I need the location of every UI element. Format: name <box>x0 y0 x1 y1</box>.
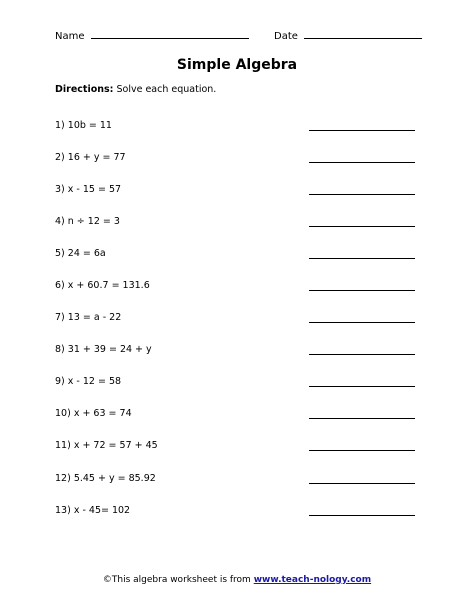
problem-text: 8) 31 + 39 = 24 + y <box>55 344 152 355</box>
problem-text: 4) n ÷ 12 = 3 <box>55 216 120 227</box>
answer-line[interactable] <box>309 290 415 291</box>
date-blank-line[interactable] <box>304 28 422 39</box>
answer-line[interactable] <box>309 515 415 516</box>
footer-link[interactable]: www.teach-nology.com <box>253 575 372 585</box>
problem-item <box>55 473 420 487</box>
problem-text: 7) 13 = a - 22 <box>55 312 122 323</box>
worksheet-title: Simple Algebra <box>176 57 298 73</box>
answer-line[interactable] <box>309 418 415 419</box>
problem-item <box>55 344 420 358</box>
problem-text: 1) 10b = 11 <box>55 120 112 131</box>
answer-line[interactable] <box>309 450 415 451</box>
problem-text: 11) x + 72 = 57 + 45 <box>55 440 158 451</box>
directions-text: Solve each equation. <box>116 84 217 95</box>
problem-text: 9) x - 12 = 58 <box>55 376 122 387</box>
problem-text: 3) x - 15 = 57 <box>55 184 122 195</box>
date-label: Date <box>274 31 298 42</box>
answer-line[interactable] <box>309 194 415 195</box>
footer-text: ©This algebra worksheet is from <box>102 575 254 585</box>
problem-item <box>55 505 420 519</box>
problem-item <box>55 440 420 454</box>
problem-text: 6) x + 60.7 = 131.6 <box>55 280 150 291</box>
problem-item <box>55 408 420 422</box>
answer-line[interactable] <box>309 162 415 163</box>
problem-item <box>55 280 420 294</box>
directions-label: Directions: <box>55 84 114 95</box>
answer-line[interactable] <box>309 226 415 227</box>
footer-credit <box>0 574 474 586</box>
problem-item <box>55 312 420 326</box>
answer-line[interactable] <box>309 483 415 484</box>
answer-line[interactable] <box>309 258 415 259</box>
problem-item <box>55 216 420 230</box>
problem-item <box>55 120 420 134</box>
problem-text: 13) x - 45= 102 <box>55 505 131 516</box>
problem-text: 10) x + 63 = 74 <box>55 408 132 419</box>
answer-line[interactable] <box>309 386 415 387</box>
problem-item <box>55 152 420 166</box>
name-field <box>55 28 249 43</box>
problem-text: 5) 24 = 6a <box>55 248 106 259</box>
problem-item <box>55 248 420 262</box>
name-blank-line[interactable] <box>91 28 249 39</box>
date-field <box>274 28 422 43</box>
problem-item <box>55 376 420 390</box>
problem-text: 2) 16 + y = 77 <box>55 152 126 163</box>
name-label: Name <box>55 31 85 42</box>
directions <box>55 84 216 96</box>
problem-item <box>55 184 420 198</box>
problem-text: 12) 5.45 + y = 85.92 <box>55 473 156 484</box>
answer-line[interactable] <box>309 322 415 323</box>
answer-line[interactable] <box>309 354 415 355</box>
answer-line[interactable] <box>309 130 415 131</box>
